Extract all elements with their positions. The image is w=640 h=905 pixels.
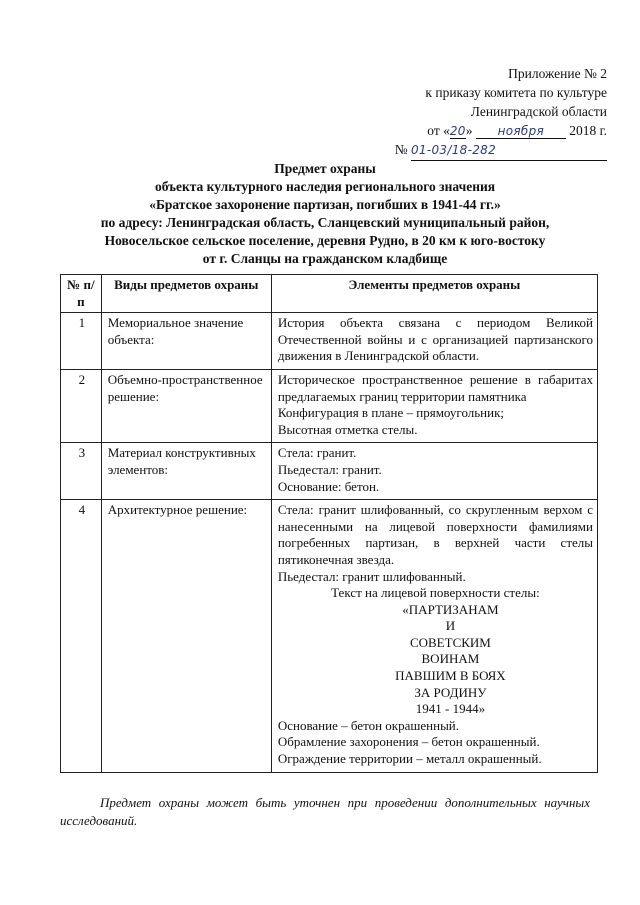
element-text: Конфигурация в плане – прямоугольник; xyxy=(277,405,505,421)
element-text: Пьедестал: гранит. xyxy=(277,461,382,477)
title-line-6: от г. Сланцы на гражданском кладбище xyxy=(202,251,448,266)
title-line-4: по адресу: Ленинградская область, Сланцевский муниципальный район, xyxy=(100,215,550,230)
row-kind: Архитектурное решение: xyxy=(101,500,271,773)
date-prefix: от « xyxy=(427,123,450,138)
title-line-1: Предмет охраны xyxy=(274,161,376,176)
protection-table xyxy=(60,274,598,773)
date-month-handwritten: ноября xyxy=(476,124,566,139)
inscription-line: ПАВШИМ В БОЯХ xyxy=(395,668,506,684)
inscription-line: 1941 - 1944» xyxy=(415,701,486,717)
element-text: Пьедестал: гранит шлифованный. xyxy=(277,568,466,584)
order-number xyxy=(395,140,607,161)
order-date xyxy=(395,121,607,140)
row-elements xyxy=(271,500,597,773)
footnote: Предмет охраны может быть уточнен при проведении дополнительных научных исследований. xyxy=(60,795,590,828)
order-number-handwritten: 01-03/18-282 xyxy=(411,143,497,157)
appendix-header xyxy=(395,64,607,161)
row-number: 3 xyxy=(61,443,102,500)
row-kind: Материал конструктивных элементов: xyxy=(101,443,271,500)
header-elements: Элементы предметов охраны xyxy=(271,275,597,313)
table-header-row xyxy=(61,275,598,313)
number-prefix: № xyxy=(394,142,411,157)
row-elements xyxy=(271,369,597,442)
date-mid: » xyxy=(465,123,476,138)
row-number: 1 xyxy=(61,313,102,370)
title-line-3: «Братское захоронение партизан, погибших в 1941-44 гг.» xyxy=(149,197,501,212)
row-number: 2 xyxy=(61,369,102,442)
table-row xyxy=(61,500,598,773)
inscription-line: «ПАРТИЗАНАМ xyxy=(402,601,499,617)
inscription-line: ВОИНАМ xyxy=(421,651,480,667)
inscription-line: И xyxy=(445,618,456,634)
inscription-line: СОВЕТСКИМ xyxy=(409,634,491,650)
element-text: Текст на лицевой поверхности стелы: xyxy=(331,585,540,601)
element-text: Стела: гранит шлифованный, со скругленным верхом с нанесенными на лицевой поверхности фамилиями погребенных партизан, в верхней части стелы пятиконечная звезда. xyxy=(277,502,593,567)
number-underline xyxy=(411,140,607,161)
element-text: Стела: гранит. xyxy=(277,445,357,461)
row-number: 4 xyxy=(61,500,102,773)
header-kind: Виды предметов охраны xyxy=(101,275,271,313)
document-title xyxy=(60,160,590,268)
header-number: № п/п xyxy=(61,275,102,313)
region-name: Ленинградской области xyxy=(470,104,607,119)
element-text: История объекта связана с периодом Великой Отечественной войны и с организацией партизанского движения в Ленинградской области. xyxy=(277,315,593,364)
row-kind: Мемориальное значение объекта: xyxy=(101,313,271,370)
date-year: 2018 г. xyxy=(565,123,607,138)
title-line-2: объекта культурного наследия регионального значения xyxy=(154,179,496,194)
inscription-line: ЗА РОДИНУ xyxy=(414,684,487,700)
date-day-handwritten: 20 xyxy=(449,124,466,138)
row-elements xyxy=(271,313,597,370)
order-reference: к приказу комитета по культуре xyxy=(425,85,607,100)
table-row xyxy=(61,443,598,500)
element-text: Высотная отметка стелы. xyxy=(277,421,418,437)
table-row xyxy=(61,369,598,442)
row-elements xyxy=(271,443,597,500)
element-text: Ограждение территории – металл окрашенный. xyxy=(277,751,542,767)
title-line-5: Новосельское сельское поселение, деревня Рудно, в 20 км к юго-востоку xyxy=(104,233,546,248)
stele-inscription xyxy=(278,602,593,718)
element-text: Основание: бетон. xyxy=(277,478,380,494)
element-text: Основание – бетон окрашенный. xyxy=(277,717,460,733)
row-kind: Объемно-пространственное решение: xyxy=(101,369,271,442)
appendix-number: Приложение № 2 xyxy=(508,66,607,81)
element-text: Историческое пространственное решение в габаритах предлагаемых границ территории памятника xyxy=(277,371,593,404)
table-row xyxy=(61,313,598,370)
element-text: Обрамление захоронения – бетон окрашенный. xyxy=(277,734,540,750)
